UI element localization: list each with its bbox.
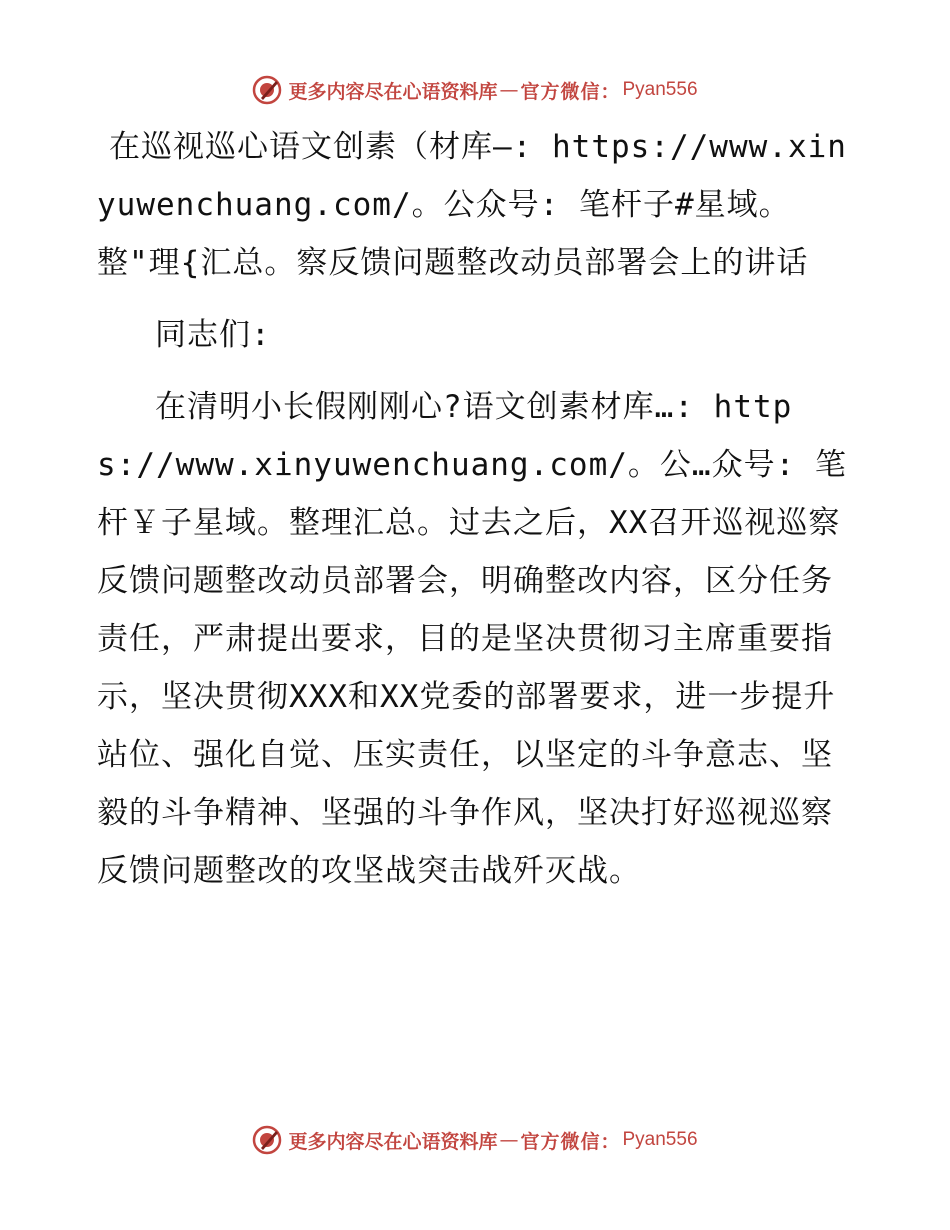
document-salutation: 同志们:: [155, 317, 271, 353]
footer-banner-main: 更多内容尽在心语资料库: [288, 1130, 498, 1153]
header-banner-separator: —: [499, 79, 519, 101]
brush-logo-icon: [252, 1125, 282, 1155]
document-body: [97, 118, 857, 900]
brush-logo-icon: [252, 75, 282, 105]
footer-watermark-banner: [0, 1120, 950, 1160]
footer-banner-wechat-id: Pyan556: [622, 1129, 698, 1150]
header-banner-sub: 官方微信：: [520, 80, 621, 103]
header-banner-wechat-id: Pyan556: [622, 79, 698, 100]
header-watermark-banner: [0, 70, 950, 110]
document-paragraph: 在清明小长假刚刚心?语文创素材库…: https://www.xinyuwenchuang.com/。公…众号: 笔杆￥子星域。整理汇总。过去之后，XX召开巡视巡察反馈问题整改动员部署会，明确整改内容，区分任务责任，严肃提出要求，目的是坚决贯彻习主席重要指示，坚决贯彻XXX和XX党委的部署要求，进一步提升站位、强化自觉、压实责任，以坚定的斗争意志、坚毅的斗争精神、坚强的斗争作风，坚决打好巡视巡察反馈问题整改的攻坚战突击战歼灭战。: [97, 389, 847, 889]
document-title: 在巡视巡心语文创素（材库—: https://www.xinyuwenchuang.com/。公众号: 笔杆子#星域。整"理{汇总。察反馈问题整改动员部署会上的讲话: [97, 129, 847, 281]
footer-banner-sub: 官方微信：: [520, 1130, 621, 1153]
footer-banner-separator: —: [499, 1129, 519, 1151]
header-banner-main: 更多内容尽在心语资料库: [288, 80, 498, 103]
